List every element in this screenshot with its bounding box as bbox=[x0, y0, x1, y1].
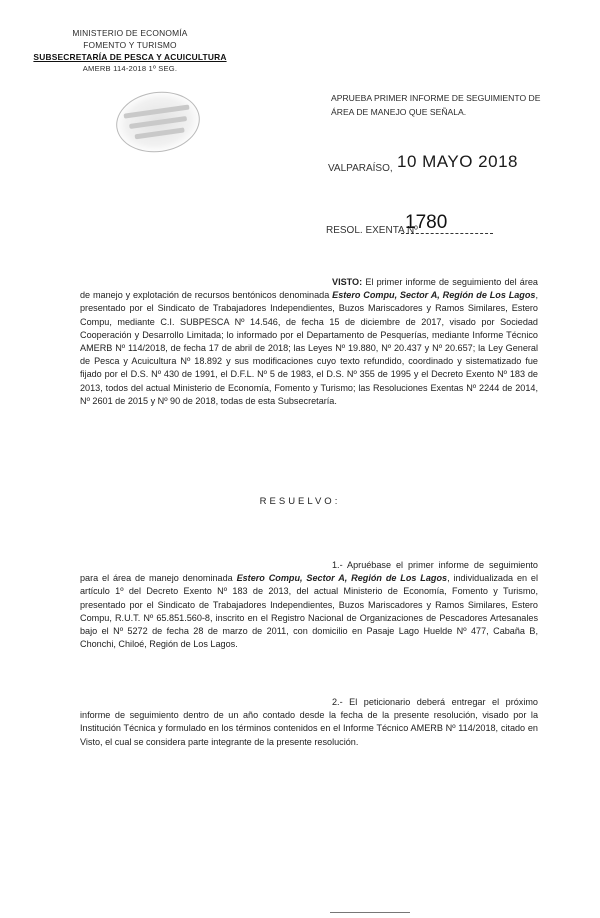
visto-text-2: , presentado por el Sindicato de Trabajadores Independientes, Buzos Mariscadores y Ramos Similares, Estero Compu, mediante C.I. SUBPESCA Nº 14.546, de fecha 15 de diciembre de 2017, visado por Sociedad Cooperación y Desarrollo Limitada; lo informado por el Departamento de Pesquerías, mediante Informe Técnico AMERB Nº 114/2018, de fecha 17 de abril de 2018; las Leyes Nº 19.880, Nº 20.437 y Nº 20.657; la Ley General de Pesca y Acuicultura Nº 18.892 y sus modificaciones cuyo texto refundido, coordinado y sistematizado fue fijado por el D.S. Nº 430 de 1991, el D.F.L. Nº 5 de 1983, el D.S. Nº 355 de 1995 y el Decreto Exento Nº 183 de 2013, todos del actual Ministerio de Economía, Fomento y Turismo; las Resoluciones Exentas Nº 2244 de 2014, Nº 2601 de 2015 y Nº 90 de 2018, todas de esta Subsecretaría. bbox=[80, 290, 539, 406]
date-label: VALPARAÍSO, bbox=[328, 163, 393, 174]
ministry-line: MINISTERIO DE ECONOMÍA bbox=[72, 28, 188, 38]
item1-text-1: 1.- Apruébase el primer informe de seguimiento para el área de manejo denominada bbox=[80, 560, 538, 584]
visto-paragraph bbox=[80, 276, 538, 408]
official-seal bbox=[112, 86, 204, 157]
footer-divider bbox=[330, 912, 410, 913]
resolution-subject: APRUEBA PRIMER INFORME DE SEGUIMIENTO DE ÁREA DE MANEJO QUE SEÑALA. bbox=[331, 93, 541, 117]
item1-text-2: , individualizada en el artículo 1º del Decreto Exento Nº 183 de 2013, del actual Ministerio de Economía, Fomento y Turismo, presentado por el Sindicato de Trabajadores Independientes, Buzos Mariscadores y Ramos Similares, Estero Compu, R.U.T. Nº 65.851.560-8, inscrito en el Registro Nacional de Organizaciones de Pescadores Artesanales bajo el Nº 5272 de fecha 28 de marzo de 2011, con domicilio en Pasaje Lago Huelde Nº 477, Cabaña B, Chonchi, Chiloé, Región de Los Lagos. bbox=[80, 573, 538, 650]
resolution-number-underline bbox=[401, 233, 493, 234]
resolution-label: RESOL. EXENTA Nº bbox=[326, 225, 418, 236]
item1-area-name: Estero Compu, Sector A, Región de Los Lagos bbox=[236, 573, 448, 584]
ministry-subline: FOMENTO Y TURISMO bbox=[83, 40, 177, 50]
reference-code: AMERB 114-2018 1º SEG. bbox=[82, 64, 178, 73]
date-value: 10 MAYO 2018 bbox=[397, 152, 518, 171]
subsecretaria-line: SUBSECRETARÍA DE PESCA Y ACUICULTURA bbox=[33, 52, 227, 62]
resuelvo-heading: RESUELVO: bbox=[259, 496, 341, 507]
visto-area-name: Estero Compu, Sector A, Región de Los Lagos bbox=[332, 290, 536, 301]
visto-label: VISTO: bbox=[332, 277, 363, 287]
resolution-number: 1780 bbox=[405, 212, 448, 233]
visto-text-1: El primer informe de seguimiento del área de manejo y explotación de recursos bentónicos denominada bbox=[80, 277, 538, 301]
resolution-item-1 bbox=[80, 559, 538, 651]
item2-text: 2.- El peticionario deberá entregar el próximo informe de seguimiento dentro de un año contado desde la fecha de la presente resolución, visado por la Institución Técnica y formulado en los términos contenidos en el Informe Técnico AMERB Nº 114/2018, citado en Visto, el cual se considera parte integrante de la presente resolución. bbox=[80, 697, 538, 747]
resolution-item-2 bbox=[80, 696, 538, 749]
